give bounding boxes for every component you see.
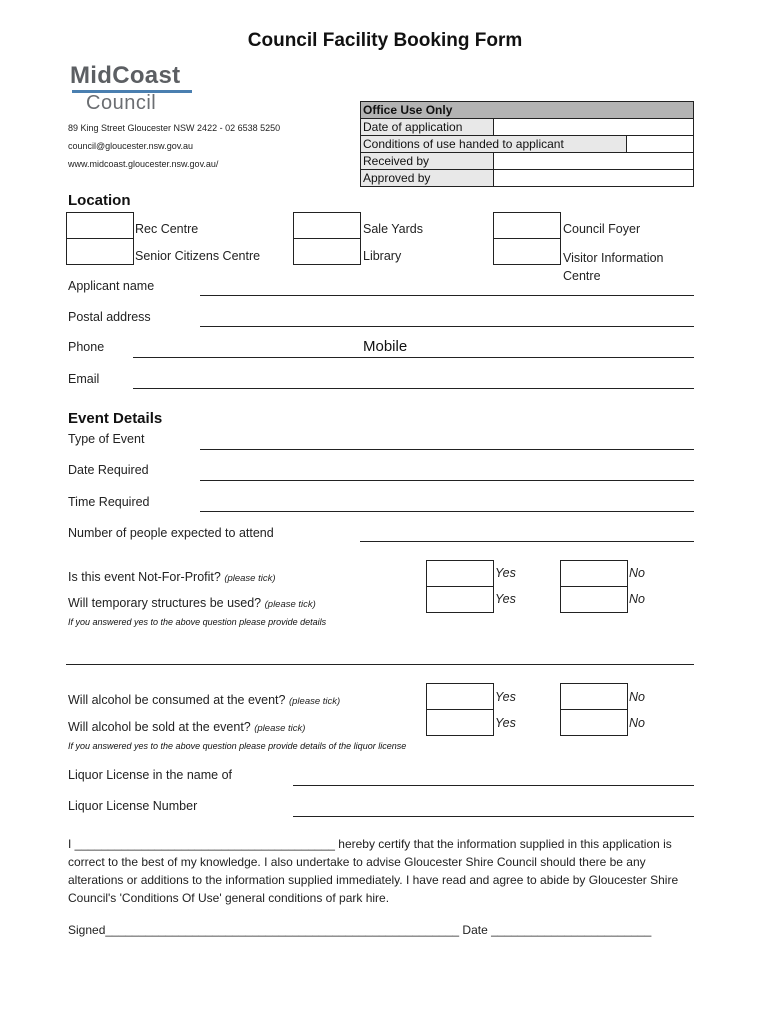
- postal-address-line[interactable]: [200, 326, 694, 327]
- signature-date-line[interactable]: Signed_____________________________________________________ Date ________________________: [68, 923, 652, 937]
- office-approved-field[interactable]: [494, 170, 694, 187]
- alcohol-consumed-yes-label: Yes: [495, 690, 516, 704]
- contact-email: council@gloucester.nsw.gov.au: [68, 141, 194, 151]
- applicant-name-line[interactable]: [200, 295, 694, 296]
- alcohol-consumed-question: [68, 693, 340, 707]
- nfp-no-checkbox[interactable]: [560, 560, 628, 587]
- office-approved-label: Approved by: [361, 170, 494, 187]
- liquor-details-note: If you answered yes to the above question please provide details of the liquor license: [68, 741, 407, 751]
- alcohol-consumed-hint: (please tick): [288, 696, 341, 707]
- midcoast-council-logo: [70, 62, 195, 114]
- not-for-profit-question: [68, 570, 276, 584]
- structures-text: Will temporary structures be used?: [68, 596, 262, 610]
- office-use-table: [360, 101, 694, 187]
- alcohol-sold-question: [68, 720, 305, 734]
- event-type-line[interactable]: [200, 449, 694, 450]
- form-title: Council Facility Booking Form: [247, 30, 523, 51]
- structures-no-label: No: [629, 592, 645, 606]
- structures-details-note: If you answered yes to the above question please provide details: [68, 617, 327, 627]
- alcohol-sold-yes-label: Yes: [495, 716, 516, 730]
- not-for-profit-text: Is this event Not-For-Profit?: [68, 570, 221, 584]
- liquor-license-name-line[interactable]: [293, 785, 694, 786]
- location-heading: Location: [68, 192, 131, 209]
- phone-label: Phone: [68, 340, 105, 354]
- alcohol-sold-no-checkbox[interactable]: [560, 709, 628, 736]
- alcohol-sold-text: Will alcohol be sold at the event?: [68, 720, 251, 734]
- structures-details-line[interactable]: [66, 664, 694, 665]
- alcohol-consumed-text: Will alcohol be consumed at the event?: [68, 693, 286, 707]
- postal-address-label: Postal address: [68, 310, 151, 324]
- rec-centre-label: Rec Centre: [135, 222, 199, 236]
- nfp-yes-checkbox[interactable]: [426, 560, 494, 587]
- alcohol-consumed-no-checkbox[interactable]: [560, 683, 628, 710]
- structures-no-checkbox[interactable]: [560, 586, 628, 613]
- alcohol-sold-yes-checkbox[interactable]: [426, 709, 494, 736]
- alcohol-consumed-no-label: No: [629, 690, 645, 704]
- office-conditions-field[interactable]: [627, 136, 694, 153]
- logo-text-midcoast: MidCoast: [70, 62, 181, 89]
- office-received-label: Received by: [361, 153, 494, 170]
- event-details-heading: Event Details: [68, 410, 163, 427]
- structures-hint: (please tick): [264, 599, 316, 610]
- contact-address: 89 King Street Gloucester NSW 2422 - 02 6538 5250: [68, 123, 281, 133]
- logo-text-council: Council: [86, 92, 157, 114]
- liquor-license-name-label: Liquor License in the name of: [68, 768, 232, 782]
- office-date-field[interactable]: [494, 119, 694, 136]
- office-received-field[interactable]: [494, 153, 694, 170]
- date-required-label: Date Required: [68, 463, 149, 477]
- office-conditions-label: Conditions of use handed to applicant: [361, 136, 627, 153]
- senior-citizens-label: Senior Citizens Centre: [135, 249, 261, 263]
- not-for-profit-hint: (please tick): [224, 573, 276, 584]
- declaration-paragraph: I _______________________________________ hereby certify that the information supplied in this application is correct to the best of my knowledge. I also undertake to advise Gloucester Shire Council should there be any alterations or additions to the information supplied immediately. I have read and agree to abide by Gloucester Shire Council's 'Conditions Of Use' general conditions of park hire.: [68, 837, 679, 905]
- mobile-label: Mobile: [363, 338, 408, 355]
- senior-citizens-checkbox[interactable]: [66, 238, 134, 265]
- visitor-info-checkbox[interactable]: [493, 238, 561, 265]
- people-expected-line[interactable]: [360, 541, 694, 542]
- rec-centre-checkbox[interactable]: [66, 212, 134, 239]
- phone-mobile-line[interactable]: [133, 357, 694, 358]
- library-label: Library: [363, 249, 402, 263]
- contact-website: www.midcoast.gloucester.nsw.gov.au/: [68, 159, 219, 169]
- sale-yards-checkbox[interactable]: [293, 212, 361, 239]
- nfp-yes-label: Yes: [495, 566, 516, 580]
- time-required-line[interactable]: [200, 511, 694, 512]
- applicant-name-label: Applicant name: [68, 279, 155, 293]
- council-foyer-checkbox[interactable]: [493, 212, 561, 239]
- alcohol-sold-hint: (please tick): [254, 723, 306, 734]
- email-line[interactable]: [133, 388, 694, 389]
- structures-yes-checkbox[interactable]: [426, 586, 494, 613]
- nfp-no-label: No: [629, 566, 645, 580]
- email-label: Email: [68, 372, 100, 386]
- liquor-license-number-label: Liquor License Number: [68, 799, 198, 813]
- sale-yards-label: Sale Yards: [363, 222, 423, 236]
- time-required-label: Time Required: [68, 495, 150, 509]
- visitor-info-label: Visitor Information Centre: [563, 251, 664, 283]
- council-foyer-label: Council Foyer: [563, 222, 641, 236]
- event-type-label: Type of Event: [68, 432, 145, 446]
- alcohol-sold-no-label: No: [629, 716, 645, 730]
- office-date-label: Date of application: [361, 119, 494, 136]
- liquor-license-number-line[interactable]: [293, 816, 694, 817]
- structures-yes-label: Yes: [495, 592, 516, 606]
- structures-question: [68, 596, 316, 610]
- library-checkbox[interactable]: [293, 238, 361, 265]
- alcohol-consumed-yes-checkbox[interactable]: [426, 683, 494, 710]
- office-use-header: Office Use Only: [361, 102, 694, 119]
- date-required-line[interactable]: [200, 480, 694, 481]
- people-expected-label: Number of people expected to attend: [68, 526, 274, 540]
